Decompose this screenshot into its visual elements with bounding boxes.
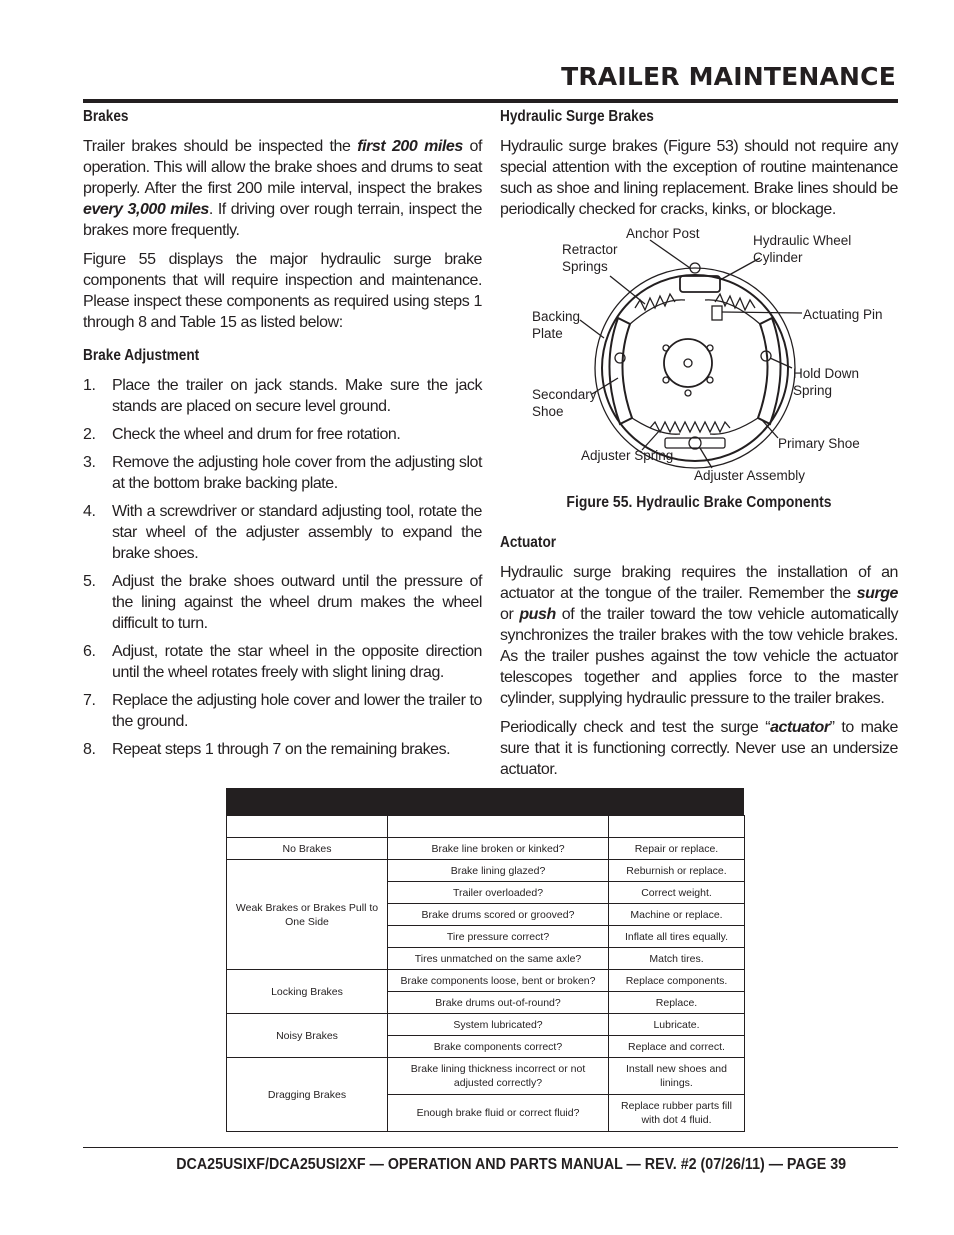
label-hold-down-spring: Hold Down Spring [793, 366, 860, 398]
figure-reference-paragraph: Figure 55 displays the major hydraulic surge brake components that will require inspection and maintenance. Please inspect these components as required using steps 1 through 8 and Table 15 as listed below: [83, 251, 482, 331]
actuator-paragraph [500, 562, 898, 709]
cause-cell: Brake lining glazed? [388, 860, 609, 882]
page-title: TRAILER MAINTENANCE [561, 62, 896, 91]
cause-cell: Brake components loose, bent or broken? [388, 970, 609, 992]
label-secondary-shoe: Secondary Shoe [532, 387, 597, 419]
text-run: . If driving over rough terrain, inspect the brakes more frequently. [83, 201, 482, 239]
leader-adjuster-assembly [700, 448, 712, 468]
table-row [227, 860, 745, 882]
step-text: Adjust the brake shoes outward until the pressure of the lining against the wheel drum makes the wheel difficult to turn. [112, 573, 482, 632]
step-number: 3. [83, 454, 96, 471]
actuating-pin-block [712, 306, 722, 320]
symptom-cell: Dragging Brakes [227, 1058, 388, 1132]
cause-cell: System lubricated? [388, 1014, 609, 1036]
stud-2 [707, 345, 713, 351]
label-actuating-pin: Actuating Pin [803, 307, 883, 322]
stud-3 [663, 377, 669, 383]
symptom-cell: No Brakes [227, 838, 388, 860]
step-number: 5. [83, 573, 96, 590]
solution-cell: Match tires. [609, 948, 745, 970]
solution-cell: Replace rubber parts fill with dot 4 fluid. [609, 1095, 745, 1132]
brake-adjustment-heading: Brake Adjustment [83, 347, 200, 364]
page-footer: DCA25USIXF/DCA25USI2XF — OPERATION AND PARTS MANUAL — REV. #2 (07/26/11) — PAGE 39 [176, 1156, 846, 1173]
text-run: of operation. This will allow the brake shoes and drums to seat properly. After the first 200 mile interval, inspect the brakes [83, 138, 482, 197]
adjuster-assembly [665, 438, 725, 448]
brakes-paragraph [83, 136, 482, 241]
cause-cell: Enough brake fluid or correct fluid? [388, 1095, 609, 1132]
left-column [83, 108, 482, 767]
solution-cell: Replace components. [609, 970, 745, 992]
brake-troubleshooting-table [226, 788, 744, 1132]
emphasis-every-3000-miles: every 3,000 miles [83, 201, 209, 218]
label-primary-shoe: Primary Shoe [778, 436, 860, 451]
cause-cell: Tires unmatched on the same axle? [388, 948, 609, 970]
text-run: Trailer brakes should be inspected the [83, 138, 358, 155]
table-row [227, 838, 745, 860]
column-header-row [227, 816, 745, 838]
step-text: Remove the adjusting hole cover from the adjusting slot at the bottom brake backing plate. [112, 454, 482, 492]
cause-cell: Brake drums out-of-round? [388, 992, 609, 1014]
leader-retractor-springs [610, 276, 645, 304]
actuator-heading: Actuator [500, 534, 557, 551]
label-hydraulic-wheel-cylinder: Hydraulic Wheel Cylinder [753, 233, 852, 265]
step-text: Check the wheel and drum for free rotation. [112, 426, 401, 443]
step-number: 7. [83, 692, 96, 709]
symptom-cell: Weak Brakes or Brakes Pull to One Side [227, 860, 388, 970]
step-text: Place the trailer on jack stands. Make sure the jack stands are placed on secure level ground. [112, 377, 482, 415]
step-text: With a screwdriver or standard adjusting tool, rotate the star wheel of the adjuster assembly to expand the brake shoes. [112, 503, 482, 562]
hub-center [684, 359, 692, 367]
emphasis-push: push [519, 606, 556, 623]
cause-cell: Brake lining thickness incorrect or not adjusted correctly? [388, 1058, 609, 1095]
figure-caption: Figure 55. Hydraulic Brake Components [566, 494, 832, 511]
troubleshooting-grid [226, 815, 745, 1132]
adjustment-step [83, 375, 482, 417]
wheel-cylinder [680, 276, 720, 292]
adjustment-step [83, 690, 482, 732]
table-row [227, 1014, 745, 1036]
text-run: Periodically check and test the surge “ [500, 719, 771, 736]
step-text: Adjust, rotate the star wheel in the opposite direction until the wheel rotates freely with slight lining drag. [112, 643, 482, 681]
cause-cell: Brake drums scored or grooved? [388, 904, 609, 926]
solution-cell: Repair or replace. [609, 838, 745, 860]
stud-5 [685, 390, 691, 396]
step-number: 6. [83, 643, 96, 660]
leader-actuating-pin [722, 312, 802, 313]
solution-cell: Correct weight. [609, 882, 745, 904]
right-column [500, 108, 898, 788]
emphasis-first-200-miles: first 200 miles [357, 138, 463, 155]
adjustment-step [83, 641, 482, 683]
solution-cell: Install new shoes and linings. [609, 1058, 745, 1095]
adjuster-spring [650, 422, 730, 432]
text-run: of the trailer toward the tow vehicle automatically synchronizes the trailer brakes with the tow vehicle brakes. As the trailer pushes against the tow vehicle the actuator telescopes together and applies force to the master cylinder, supplying hydraulic pressure to the trailer brakes. [500, 606, 898, 707]
step-number: 8. [83, 741, 96, 758]
drum-rim [602, 275, 788, 461]
symptom-cell: Locking Brakes [227, 970, 388, 1014]
leader-anchor-post [650, 240, 690, 268]
secondary-shoe-lining [609, 318, 632, 424]
column-header-solution [609, 816, 745, 838]
step-number: 1. [83, 377, 96, 394]
table-title-bar [226, 788, 744, 815]
cause-cell: Brake line broken or kinked? [388, 838, 609, 860]
surge-brakes-paragraph: Hydraulic surge brakes (Figure 53) should not require any special attention with the exception of routine maintenance such as shoe and lining replacement. Brake lines should be periodically checked for cracks, kinks, or blockage. [500, 138, 898, 218]
cause-cell: Tire pressure correct? [388, 926, 609, 948]
table-row [227, 1058, 745, 1095]
solution-cell: Lubricate. [609, 1014, 745, 1036]
adjustment-step [83, 452, 482, 494]
stud-1 [663, 345, 669, 351]
adjustment-step [83, 739, 482, 760]
table-row [227, 970, 745, 992]
emphasis-actuator: actuator [770, 719, 830, 736]
column-header-cause [388, 816, 609, 838]
actuator-check-paragraph [500, 717, 898, 780]
label-anchor-post: Anchor Post [626, 226, 700, 241]
column-header-symptom [227, 816, 388, 838]
adjustment-step [83, 424, 482, 445]
adjustment-step [83, 571, 482, 634]
label-backing-plate: Backing Plate [532, 309, 581, 341]
text-run: ” to make sure that it is functioning correctly. Never use an undersize actuator. [500, 719, 899, 778]
solution-cell: Machine or replace. [609, 904, 745, 926]
text-run: or [500, 606, 520, 623]
symptom-cell: Noisy Brakes [227, 1014, 388, 1058]
step-number: 2. [83, 426, 96, 443]
adjustment-steps-list [83, 375, 482, 760]
solution-cell: Replace and correct. [609, 1036, 745, 1058]
text-run: Hydraulic surge braking requires the installation of an actuator at the tongue of the trailer. Remember the [500, 564, 898, 602]
label-retractor-springs: Retractor Springs [562, 242, 618, 274]
solution-cell: Reburnish or replace. [609, 860, 745, 882]
cause-cell: Trailer overloaded? [388, 882, 609, 904]
title-rule [83, 99, 898, 103]
surge-brakes-heading: Hydraulic Surge Brakes [500, 108, 654, 125]
solution-cell: Replace. [609, 992, 745, 1014]
footer-rule [83, 1147, 898, 1148]
leader-backing-plate [580, 320, 604, 338]
stud-4 [707, 377, 713, 383]
solution-cell: Inflate all tires equally. [609, 926, 745, 948]
label-adjuster-assembly: Adjuster Assembly [694, 468, 806, 483]
cause-cell: Brake components correct? [388, 1036, 609, 1058]
step-text: Replace the adjusting hole cover and lower the trailer to the ground. [112, 692, 482, 730]
star-wheel [689, 437, 701, 449]
emphasis-surge: surge [856, 585, 898, 602]
brakes-heading: Brakes [83, 108, 129, 125]
adjustment-step [83, 501, 482, 564]
hub [664, 339, 712, 387]
step-text: Repeat steps 1 through 7 on the remaining brakes. [112, 741, 451, 758]
label-adjuster-spring: Adjuster Spring [581, 448, 674, 463]
brake-components-figure [500, 228, 898, 490]
primary-shoe-lining [758, 318, 781, 424]
step-number: 4. [83, 503, 96, 520]
